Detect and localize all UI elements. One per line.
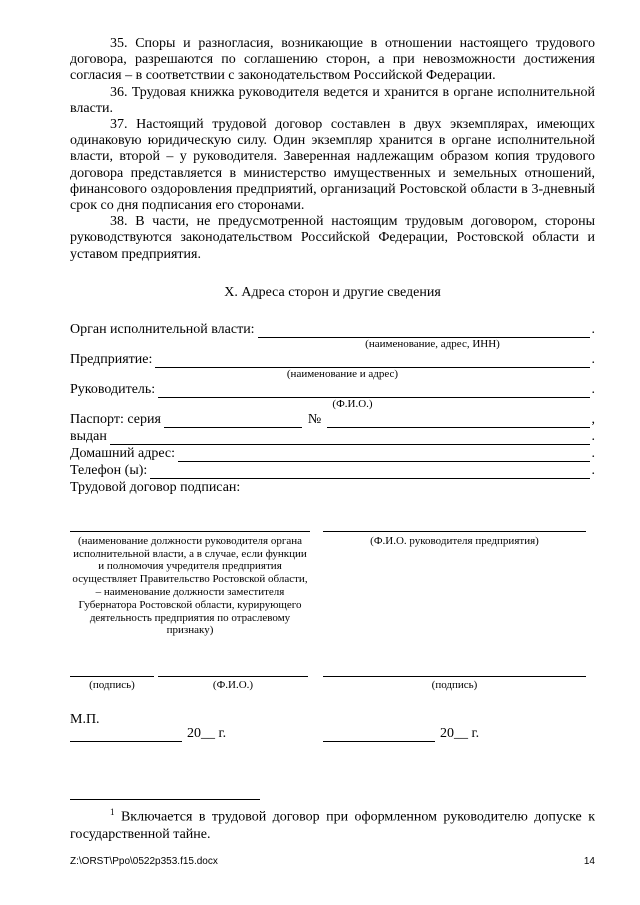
right-sign-caption: (подпись) [431, 678, 478, 691]
left-date-line[interactable] [70, 741, 182, 742]
phone-row [70, 462, 595, 479]
left-sign-line[interactable] [70, 676, 154, 677]
director-label: Руководитель: [70, 381, 156, 397]
paragraph-36: 36. Трудовая книжка руководителя ведется и хранится в органе исполнительной власти. [70, 84, 595, 116]
left-fio-line[interactable] [158, 676, 308, 677]
passport-row [70, 411, 595, 428]
phone-dot: . [591, 462, 595, 478]
organ-dot: . [591, 321, 595, 337]
passport-number-label: № [307, 411, 322, 427]
left-fio-caption: (Ф.И.О.) [212, 678, 254, 691]
footnote-text: Включается в трудовой договор при оформленном руководителю допуске к государственной тайне. [70, 809, 595, 842]
left-caption: (наименование должности руководителя органа исполнительной власти, а в случае, если функции и полномочия учредителя предприятия осуществляет Правительство Ростовской области, – наименование должности заместителя Губернатора Ростовской области, курирующего деятельность предприятия по отраслевому признаку) [72, 534, 308, 637]
paragraph-37: 37. Настоящий трудовой договор составлен в двух экземплярах, имеющих одинаковую юридическую силу. Один экземпляр хранится в органе исполнительной власти, второй – у руководителя. Заверенная надлежащим образом копия трудового договора представляется в министерство имущественных и земельных отношений, финансового оздоровления предприятий, организаций Ростовской области в 3-дневный срок со дня подписания его сторонами. [70, 117, 595, 214]
right-caption: (Ф.И.О. руководителя предприятия) [370, 534, 539, 547]
home-dot: . [591, 445, 595, 461]
left-sign-caption: (подпись) [89, 678, 135, 691]
section-title: X. Адреса сторон и другие сведения [224, 284, 441, 300]
paragraph-38: 38. В части, не предусмотренной настоящим трудовым договором, стороны руководствуются законодательством Российской Федерации, Ростовской области и уставом предприятия. [70, 214, 595, 262]
right-date-line[interactable] [323, 741, 435, 742]
footnote [70, 804, 595, 843]
footnote-separator [70, 799, 260, 800]
issued-field[interactable] [110, 431, 590, 445]
signed-row [70, 479, 595, 496]
page-number: 14 [583, 856, 595, 867]
left-position-line[interactable] [70, 531, 310, 532]
footnote-mark: 1 [110, 807, 115, 817]
organ-field[interactable] [258, 324, 590, 338]
issued-dot: . [591, 428, 595, 444]
issued-row [70, 428, 595, 445]
left-year: 20__ г. [187, 725, 227, 741]
passport-label: Паспорт: серия [70, 411, 161, 427]
passport-series-field[interactable] [164, 414, 302, 428]
issued-label: выдан [70, 428, 107, 444]
organ-row [70, 321, 595, 338]
passport-comma: , [591, 411, 595, 427]
passport-number-field[interactable] [327, 414, 589, 428]
enterprise-field[interactable] [155, 354, 589, 368]
phone-label: Телефон (ы): [70, 462, 148, 478]
director-dot: . [591, 381, 595, 397]
signature-block [70, 496, 595, 756]
stamp-label: М.П. [70, 711, 100, 727]
phone-field[interactable] [150, 465, 589, 479]
enterprise-dot: . [591, 351, 595, 367]
director-row [70, 381, 595, 398]
document-page [70, 36, 595, 756]
organ-label: Орган исполнительной власти: [70, 321, 255, 337]
enterprise-row [70, 351, 595, 368]
right-name-line[interactable] [323, 531, 586, 532]
paragraph-35: 35. Споры и разногласия, возникающие в отношении настоящего трудового договора, разрешаются по соглашению сторон, а при невозможности достижения согласия – в соответствии с законодательством Российской Федерации. [70, 36, 595, 84]
signed-label: Трудовой договор подписан: [70, 479, 241, 495]
director-field[interactable] [158, 384, 589, 398]
enterprise-label: Предприятие: [70, 351, 153, 367]
enterprise-hint: (наименование и адрес) [286, 367, 399, 380]
director-hint: (Ф.И.О.) [332, 397, 373, 410]
home-row [70, 445, 595, 462]
footer-path: Z:\ORST\Ppo\0522p353.f15.docx [70, 856, 218, 867]
organ-hint: (наименование, адрес, ИНН) [365, 337, 500, 350]
home-field[interactable] [178, 448, 589, 462]
right-sign-line[interactable] [323, 676, 586, 677]
home-label: Домашний адрес: [70, 445, 176, 461]
right-year: 20__ г. [440, 725, 480, 741]
